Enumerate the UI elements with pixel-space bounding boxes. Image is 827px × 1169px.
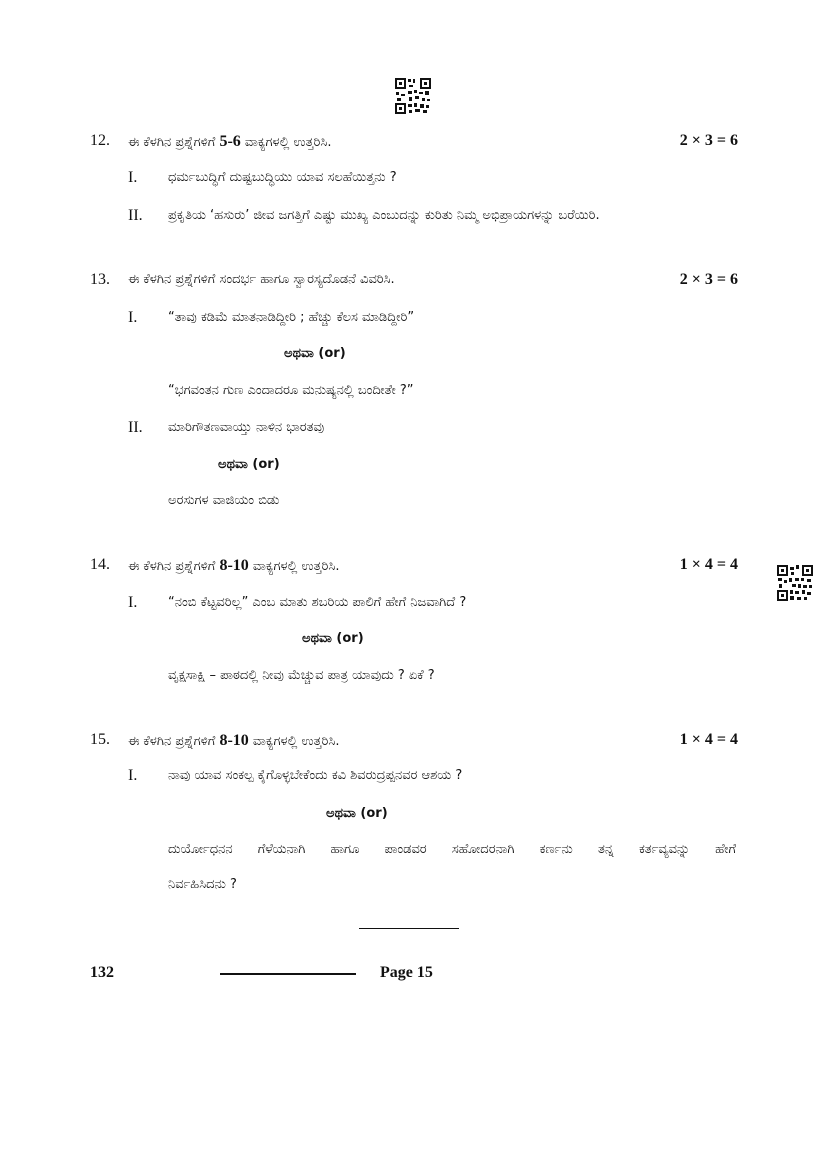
q15-alternative-line1: ದುರ್ಯೋಧನನ ಗೆಳೆಯನಾಗಿ ಹಾಗೂ ಪಾಂಡವರ ಸಹೋದರನಾಗಿ ಕರ್ಣನು ತನ್ನ ಕರ್ತವ್ಯವನ್ನು ಹೇಗೆ	[168, 842, 736, 857]
instruction-text: ಈ ಕೆಳಗಿನ ಪ್ರಶ್ನೆಗಳಿಗೆ	[128, 559, 220, 574]
q14-or: ಅಥವಾ (or)	[302, 631, 364, 646]
question-14-marks: 1 × 4 = 4	[679, 556, 738, 573]
q15-sub-i-label: I.	[128, 767, 138, 784]
q14-sub-i-label: I.	[128, 594, 138, 611]
paper-code: 132	[90, 964, 114, 981]
footer-rule	[220, 973, 356, 975]
question-13-instruction: ಈ ಕೆಳಗಿನ ಪ್ರಶ್ನೆಗಳಿಗೆ ಸಂದರ್ಭ ಹಾಗೂ ಸ್ವಾರಸ್ಯದೊಡನೆ ವಿವರಿಸಿ.	[128, 272, 395, 287]
q12-sub-ii-label: II.	[128, 207, 143, 224]
question-15-instruction	[128, 732, 339, 750]
top-qr-code-icon	[394, 77, 432, 115]
question-12-number: 12.	[90, 132, 110, 149]
instruction-text: ವಾಕ್ಯಗಳಲ್ಲಿ ಉತ್ತರಿಸಿ.	[240, 135, 332, 150]
q15-sub-i-text: ನಾವು ಯಾವ ಸಂಕಲ್ಪ ಕೈಗೊಳ್ಳಬೇಕೆಂದು ಕವಿ ಶಿವರುದ್ರಪ್ಪನವರ ಆಶಯ ?	[168, 768, 463, 783]
q12-sub-i-label: I.	[128, 169, 138, 186]
question-12-marks: 2 × 3 = 6	[679, 132, 738, 149]
q13-sub-i-text: “ತಾವು ಕಡಿಮೆ ಮಾತನಾಡಿದ್ದೀರಿ ; ಹೆಚ್ಚು ಕೆಲಸ ಮಾಡಿದ್ದೀರಿ”	[168, 310, 415, 325]
sentence-range: 8-10	[219, 732, 249, 749]
end-separator	[359, 928, 459, 929]
question-15-number: 15.	[90, 731, 110, 748]
side-qr-code-icon	[776, 564, 814, 602]
q13-sub-ii-alternative: ಅರಸುಗಳ ವಾಜಿಯಂ ಬಿಡು	[168, 493, 280, 508]
sentence-range: 8-10	[219, 557, 249, 574]
instruction-text: ಈ ಕೆಳಗಿನ ಪ್ರಶ್ನೆಗಳಿಗೆ	[128, 135, 220, 150]
instruction-text: ವಾಕ್ಯಗಳಲ್ಲಿ ಉತ್ತರಿಸಿ.	[248, 559, 340, 574]
q12-sub-ii-text: ಪ್ರಕೃತಿಯ ‘ಹಸುರು’ ಜೀವ ಜಗತ್ತಿಗೆ ಎಷ್ಟು ಮುಖ್ಯ ಎಂಬುದನ್ನು ಕುರಿತು ನಿಮ್ಮ ಅಭಿಪ್ರಾಯಗಳನ್ನು ಬರೆಯಿರಿ.	[168, 208, 600, 223]
q14-alternative: ವೃಕ್ಷಸಾಕ್ಷಿ – ಪಾಠದಲ್ಲಿ ನೀವು ಮೆಚ್ಚುವ ಪಾತ್ರ ಯಾವುದು ? ಏಕೆ ?	[168, 668, 435, 683]
q13-sub-ii-or: ಅಥವಾ (or)	[218, 457, 280, 472]
page-number: Page 15	[380, 964, 433, 981]
q15-alternative-line2: ನಿರ್ವಹಿಸಿದನು ?	[168, 877, 237, 892]
instruction-text: ಈ ಕೆಳಗಿನ ಪ್ರಶ್ನೆಗಳಿಗೆ	[128, 734, 220, 749]
question-13-number: 13.	[90, 271, 110, 288]
q15-or: ಅಥವಾ (or)	[326, 806, 388, 821]
instruction-text: ವಾಕ್ಯಗಳಲ್ಲಿ ಉತ್ತರಿಸಿ.	[248, 734, 340, 749]
q13-sub-ii-text: ಮಾರಿಗೌತಣವಾಯ್ತು ನಾಳಿನ ಭಾರತವು	[168, 420, 325, 435]
q14-sub-i-text: “ನಂಬಿ ಕೆಟ್ಟವರಿಲ್ಲ” ಎಂಬ ಮಾತು ಶಬರಿಯ ಪಾಲಿಗೆ ಹೇಗೆ ನಿಜವಾಗಿದೆ ?	[168, 595, 467, 610]
q13-sub-i-label: I.	[128, 309, 138, 326]
q13-sub-i-or: ಅಥವಾ (or)	[284, 346, 346, 361]
q13-sub-i-alternative: “ಭಗವಂತನ ಗುಣ ಎಂದಾದರೂ ಮನುಷ್ಯನಲ್ಲಿ ಬಂದೀತೇ ?”	[168, 383, 414, 398]
question-15-marks: 1 × 4 = 4	[679, 731, 738, 748]
question-14-number: 14.	[90, 556, 110, 573]
question-14-instruction	[128, 557, 339, 575]
q12-sub-i-text: ಧರ್ಮಬುದ್ಧಿಗೆ ದುಷ್ಟಬುದ್ಧಿಯು ಯಾವ ಸಲಹೆಯಿತ್ತನು ?	[168, 170, 397, 185]
q13-sub-ii-label: II.	[128, 419, 143, 436]
question-12-instruction	[128, 133, 331, 151]
question-13-marks: 2 × 3 = 6	[679, 271, 738, 288]
sentence-range: 5-6	[219, 133, 241, 150]
